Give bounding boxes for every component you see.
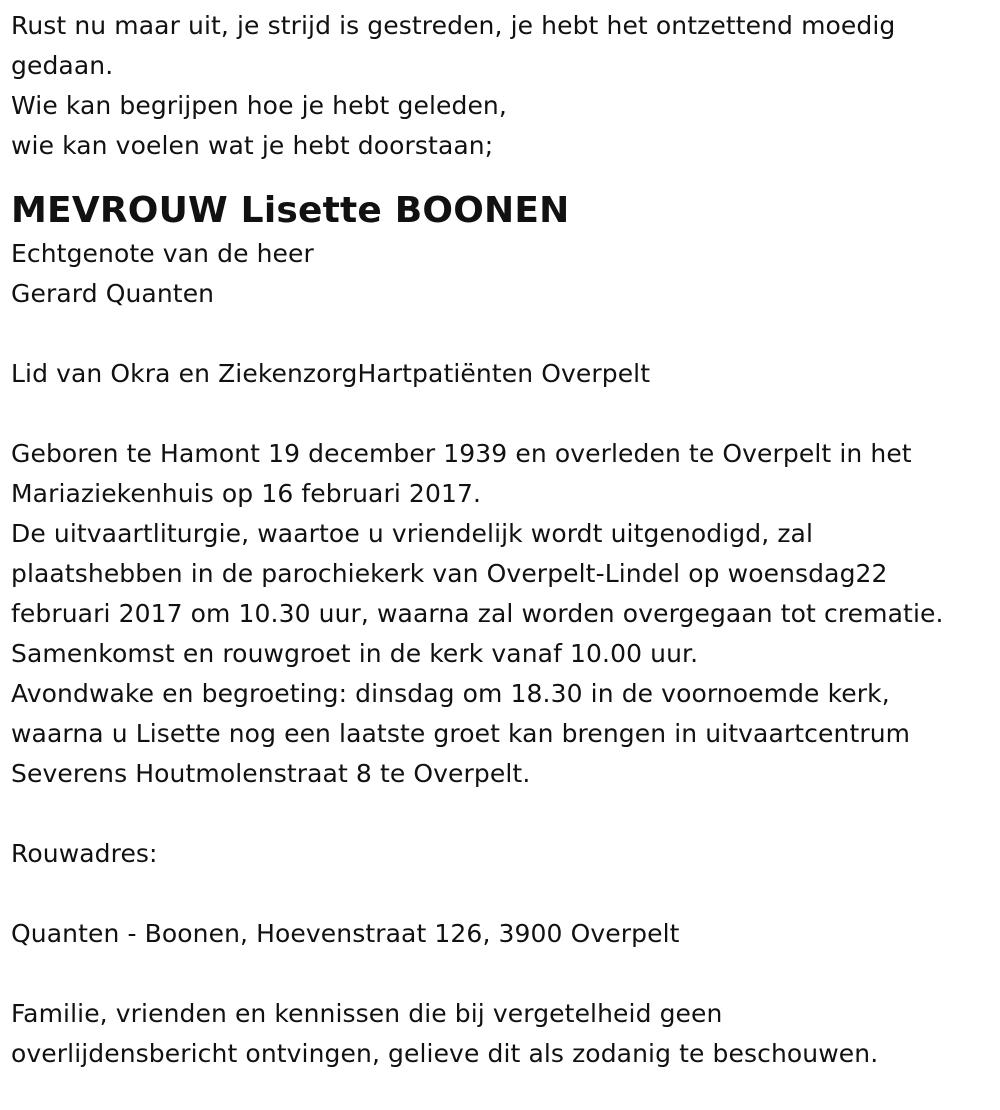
funeral-details bbox=[11, 434, 993, 794]
poem bbox=[11, 6, 993, 166]
address-label: Rouwadres: bbox=[11, 839, 158, 868]
closing-note bbox=[11, 994, 993, 1074]
details-line: Geboren te Hamont 19 december 1939 en overleden te Overpelt in het bbox=[11, 439, 912, 468]
spouse-line: Gerard Quanten bbox=[11, 279, 215, 308]
poem-line: gedaan. bbox=[11, 51, 114, 80]
membership: Lid van Okra en ZiekenzorgHartpatiënten Overpelt bbox=[11, 359, 651, 388]
spacer bbox=[11, 314, 993, 354]
poem-line: Rust nu maar uit, je strijd is gestreden, je hebt het ontzettend moedig bbox=[11, 11, 896, 40]
spacer bbox=[11, 794, 993, 834]
mourning-address: Quanten - Boonen, Hoevenstraat 126, 3900 Overpelt bbox=[11, 919, 680, 948]
poem-line: wie kan voelen wat je hebt doorstaan; bbox=[11, 131, 494, 160]
details-line: plaatshebben in de parochiekerk van Overpelt-Lindel op woensdag22 bbox=[11, 559, 888, 588]
obituary-document bbox=[11, 6, 993, 1074]
spacer bbox=[11, 394, 993, 434]
details-line: februari 2017 om 10.30 uur, waarna zal worden overgegaan tot crematie. bbox=[11, 599, 944, 628]
closing-line: Familie, vrienden en kennissen die bij vergetelheid geen bbox=[11, 999, 723, 1028]
spouse-info bbox=[11, 234, 993, 314]
details-line: Samenkomst en rouwgroet in de kerk vanaf 10.00 uur. bbox=[11, 639, 699, 668]
details-line: Mariaziekenhuis op 16 februari 2017. bbox=[11, 479, 482, 508]
poem-line: Wie kan begrijpen hoe je hebt geleden, bbox=[11, 91, 507, 120]
closing-line: overlijdensbericht ontvingen, gelieve dit als zodanig te beschouwen. bbox=[11, 1039, 879, 1068]
details-line: waarna u Lisette nog een laatste groet kan brengen in uitvaartcentrum bbox=[11, 719, 911, 748]
details-line: Severens Houtmolenstraat 8 te Overpelt. bbox=[11, 759, 531, 788]
deceased-name: MEVROUW Lisette BOONEN bbox=[11, 190, 570, 231]
spacer bbox=[11, 874, 993, 914]
spacer bbox=[11, 954, 993, 994]
details-line: De uitvaartliturgie, waartoe u vriendelijk wordt uitgenodigd, zal bbox=[11, 519, 814, 548]
details-line: Avondwake en begroeting: dinsdag om 18.30 in de voornoemde kerk, bbox=[11, 679, 890, 708]
spouse-line: Echtgenote van de heer bbox=[11, 239, 314, 268]
